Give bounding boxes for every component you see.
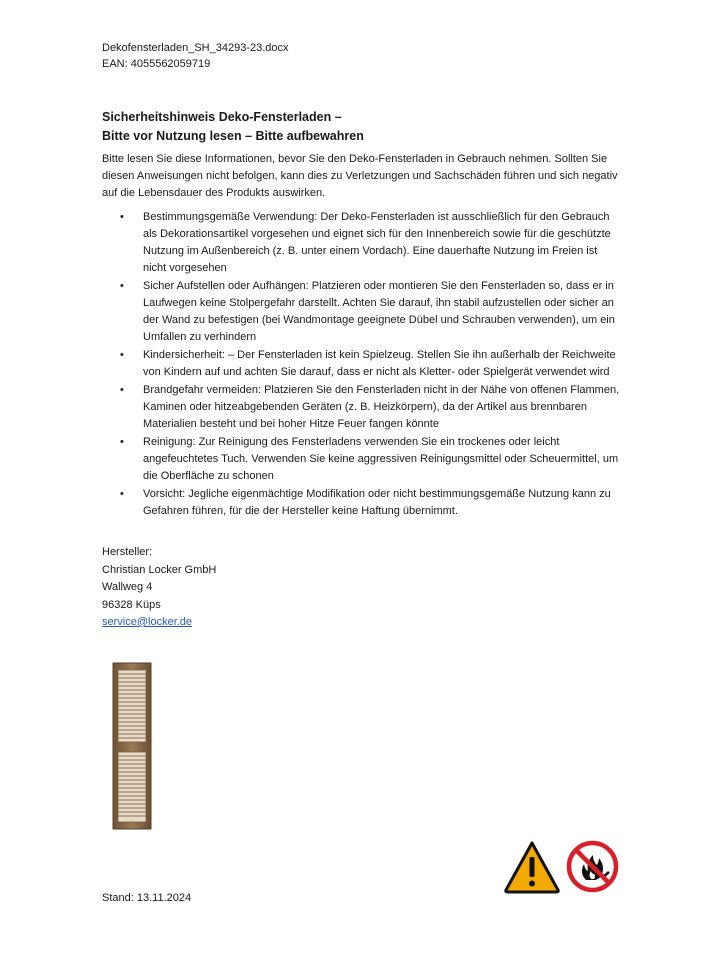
list-item-text: Kindersicherheit: – Der Fensterladen ist kein Spielzeug. Stellen Sie ihn außerhalb der Reichweite von Kindern auf und achten Sie darauf, dass er nicht als Kletter- oder Spielgerät verwendet wird: [143, 349, 616, 378]
document-date: Stand: 13.11.2024: [102, 892, 192, 904]
manufacturer-street: Wallweg 4: [102, 581, 153, 593]
manufacturer-block: [102, 544, 216, 632]
manufacturer-email-link[interactable]: service@locker.de: [102, 616, 193, 628]
bullet-icon: •: [120, 436, 124, 448]
product-image-shutter: [112, 662, 152, 830]
bullet-icon: •: [120, 280, 124, 292]
bullet-icon: •: [120, 488, 124, 500]
list-item-text: Sicher Aufstellen oder Aufhängen: Platzieren oder montieren Sie den Fensterladen so, dass er in Laufwegen keine Stolpergefahr darstellt. Achten Sie darauf, ihn stabil aufzustellen oder sicher an der Wand zu befestigen (bei Wandmontage geeignete Dübel und Schrauben verwenden), um ein Umfallen zu verhindern: [143, 280, 615, 343]
warning-triangle-icon: [503, 840, 561, 894]
ean-number: EAN: 4055562059719: [102, 58, 211, 70]
list-item: [102, 382, 622, 433]
list-item: [102, 486, 622, 520]
list-item: [102, 347, 622, 381]
safety-list: [102, 209, 622, 521]
document-filename: Dekofensterladen_SH_34293-23.docx: [102, 42, 289, 54]
manufacturer-name: Christian Locker GmbH: [102, 563, 217, 576]
list-item: [102, 434, 622, 485]
no-open-flame-icon: [566, 840, 619, 893]
bullet-icon: •: [120, 349, 124, 361]
list-item-text: Brandgefahr vermeiden: Platzieren Sie den Fensterladen nicht in der Nähe von offenen Flammen, Kaminen oder hitzeabgebenden Geräten (z. B. Heizkörpern), da der Artikel aus brennbaren Materialien besteht und bei hoher Hitze Feuer fangen könnte: [143, 384, 620, 430]
manufacturer-city: 96328 Küps: [102, 598, 161, 611]
document-title: [102, 108, 364, 146]
title-line-1: Sicherheitshinweis Deko-Fensterladen –: [102, 110, 342, 124]
list-item: [102, 278, 622, 346]
title-line-2: Bitte vor Nutzung lesen – Bitte aufbewahren: [102, 129, 364, 143]
list-item-text: Reinigung: Zur Reinigung des Fensterladens verwenden Sie ein trockenes oder leicht angefeuchtetes Tuch. Verwenden Sie keine aggressiven Reinigungsmittel oder Scheuermittel, um die Oberfläche zu schonen: [143, 436, 619, 482]
manufacturer-label: Hersteller:: [102, 546, 153, 558]
bullet-icon: •: [120, 211, 124, 223]
list-item: [102, 209, 622, 277]
intro-paragraph: Bitte lesen Sie diese Informationen, bevor Sie den Deko-Fensterladen in Gebrauch nehmen. Sollten Sie diesen Anweisungen nicht befolgen, kann dies zu Verletzungen und Sachschäden führen und sich negativ auf die Lebensdauer des Produkts auswirken.: [102, 153, 618, 199]
list-item-text: Vorsicht: Jegliche eigenmächtige Modifikation oder nicht bestimmungsgemäße Nutzung kann zu Gefahren führen, für die der Hersteller keine Haftung übernimmt.: [143, 488, 611, 517]
bullet-icon: •: [120, 384, 124, 396]
list-item-text: Bestimmungsgemäße Verwendung: Der Deko-Fensterladen ist ausschließlich für den Gebrauch als Dekorationsartikel vorgesehen und eignet sich für den Innenbereich sowie für die geschützte Nutzung im Außenbereich (z. B. unter einem Vordach). Eine dauerhafte Nutzung im Freien ist nicht vorgesehen: [143, 211, 611, 274]
document-header: [102, 40, 289, 72]
